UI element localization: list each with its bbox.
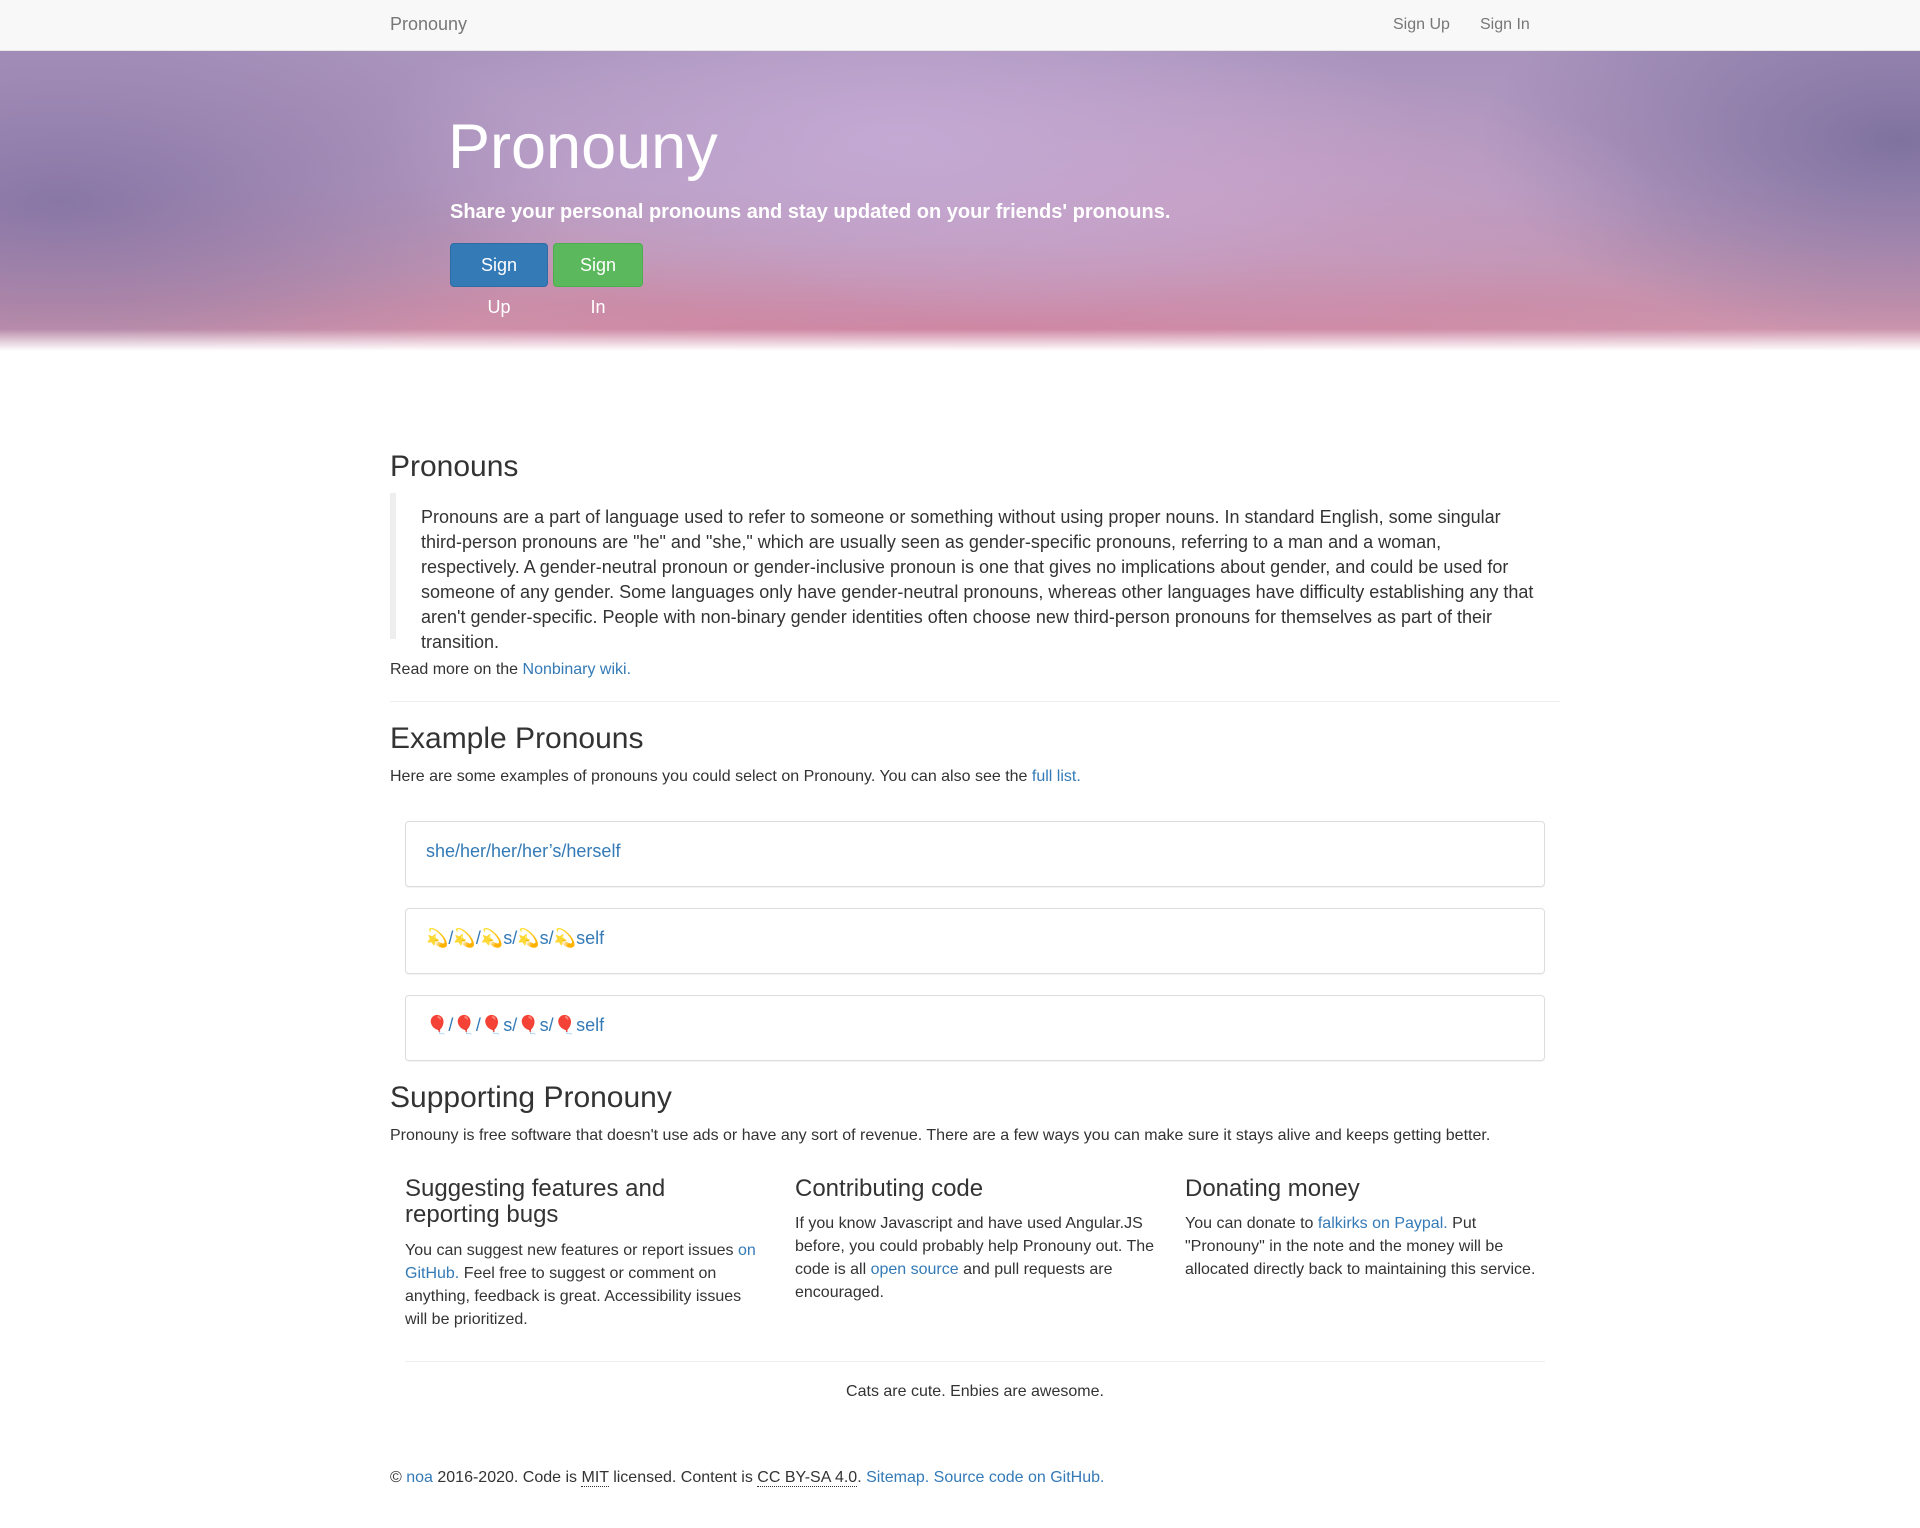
support-text-after: Put "Pronouny" in the note and the money will be allocated directly back to maintaining this service. [1185,1215,1536,1279]
pronoun-example-link[interactable]: she/her/her/her’s/herself [426,841,621,861]
mit-abbr: MIT [581,1469,609,1486]
github-issues-link[interactable]: on GitHub. [405,1241,756,1282]
navbar-brand[interactable]: Pronouny [390,14,468,34]
tagline: Cats are cute. Enbies are awesome. [846,1383,1104,1400]
support-column-heading: Suggesting features and reporting bugs [405,1175,666,1229]
open-source-link[interactable]: open source [870,1261,959,1279]
navbar-sign-up-link[interactable]: Sign Up [1393,16,1450,33]
pronoun-example-panel [405,995,1545,1061]
pronouns-heading: Pronouns [390,450,519,483]
pronoun-example-panel [405,821,1545,887]
source-code-link[interactable]: Source code on GitHub. [933,1469,1105,1486]
supporting-intro: Pronouny is free software that doesn't use ads or have any sort of revenue. There are a few ways you can make sure it stays alive and keeps getting better. [390,1127,1491,1144]
read-more-text [390,658,631,681]
footer-licensed: licensed. Content is [608,1469,758,1486]
hero-banner [0,51,1920,351]
hero-sign-up-button[interactable]: Sign Up [450,243,548,287]
footer-years: 2016-2020. Code is [432,1469,582,1486]
footer-divider [405,1361,1545,1362]
footer [390,1469,1104,1487]
hero-lead: Share your personal pronouns and stay updated on your friends' pronouns. [450,201,1171,223]
sitemap-link[interactable]: Sitemap. [866,1469,930,1486]
example-pronouns-heading: Example Pronouns [390,722,644,755]
navbar [0,0,1920,51]
pronoun-example-link[interactable]: 🎈/🎈/🎈s/🎈s/🎈self [426,1015,605,1035]
pronoun-example-panel [405,908,1545,974]
pronouns-blockquote: Pronouns are a part of language used to refer to someone or something without using proper nouns. In standard English, some singular third-person pronouns are "he" and "she," which are usually seen as gender-specific pronouns, referring to a man and a woman, respectively. A gender-neutral pronoun or gender-inclusive pronoun is one that gives no implications about gender, and could be used for someone of any gender. Some languages only have gender-neutral pronouns, whereas other languages have difficulty establishing any that aren't gender-specific. People with non-binary gender identities often choose new third-person pronouns for themselves as part of their transition. [390,493,1560,639]
paypal-link[interactable]: falkirks on Paypal. [1317,1215,1448,1233]
full-list-link[interactable]: full list. [1031,768,1081,785]
author-link[interactable]: noa [406,1469,433,1486]
support-column-code [795,1176,1155,1304]
support-column-features [405,1176,765,1331]
hero-title: Pronouny [448,112,718,182]
support-text-before: You can suggest new features or report issues [405,1241,738,1259]
support-column-heading: Donating money [1185,1175,1360,1202]
support-text-after: and pull requests are encouraged. [795,1261,1113,1302]
support-column-text [405,1239,765,1331]
support-column-heading: Contributing code [795,1175,984,1202]
example-pronouns-intro [390,765,1081,788]
support-column-donate [1185,1176,1545,1281]
cc-abbr: CC BY-SA 4.0 [757,1469,858,1486]
read-more-prefix: Read more on the [390,661,523,678]
section-divider [390,701,1560,702]
example-intro-prefix: Here are some examples of pronouns you could select on Pronouny. You can also see the [390,768,1032,785]
support-column-text [1185,1212,1545,1281]
supporting-heading: Supporting Pronouny [390,1081,672,1114]
support-text-before: If you know Javascript and have used Angular.JS before, you could probably help Pronouny out. The code is all [795,1215,1155,1279]
copyright-symbol: © [390,1469,407,1486]
support-text-after: Feel free to suggest or comment on anything, feedback is great. Accessibility issues will be prioritized. [405,1264,742,1328]
support-text-before: You can donate to [1185,1215,1318,1233]
footer-period: . [857,1469,867,1486]
support-column-text [795,1212,1155,1304]
nonbinary-wiki-link[interactable]: Nonbinary wiki. [522,661,632,678]
hero-sign-in-button[interactable]: Sign In [553,243,643,287]
navbar-sign-in-link[interactable]: Sign In [1480,16,1530,33]
pronoun-example-link[interactable]: 💫/💫/💫s/💫s/💫self [426,928,605,948]
